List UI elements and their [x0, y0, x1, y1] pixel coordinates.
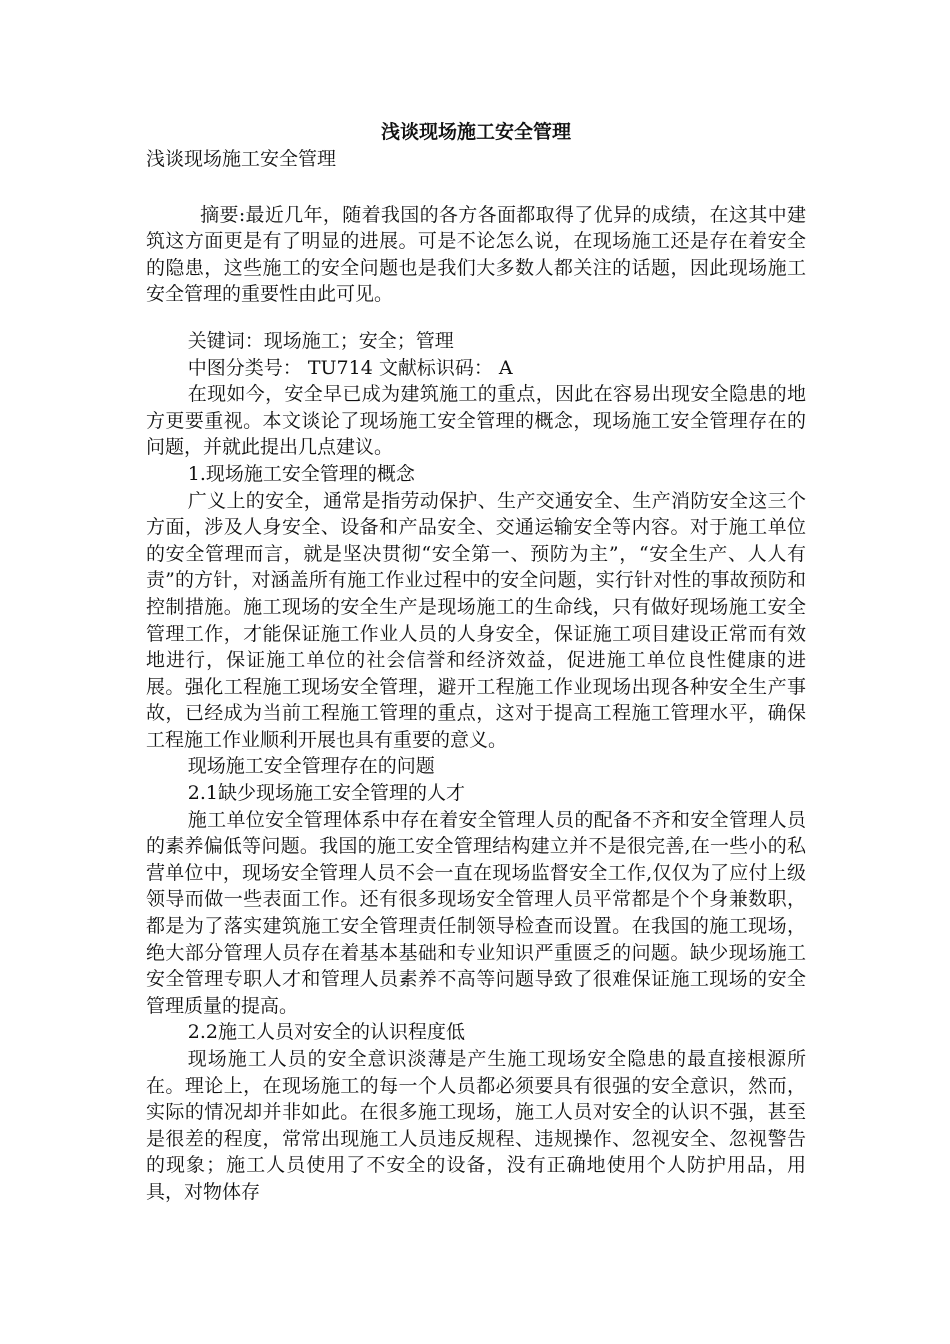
section-2-heading: 现场施工安全管理存在的问题	[187, 755, 435, 778]
section-2-1-body: 施工单位安全管理体系中存在着安全管理人员的配备不齐和安全管理人员的素养偏低等问题。我国的施工安全管理结构建立并不是很完善,在一些小的私营单位中，现场安全管理人员不会一直在现场监督安全工作,仅仅为了应付上级领导而做一些表面工作。还有很多现场安全管理人员平常都是个个身兼数职，都是为了落实建筑施工安全管理责任制领导检查而设置。在我国的施工现场，绝大部分管理人员存在着基本基础和专业知识严重匮乏的问题。缺少现场施工安全管理专职人才和管理人员素养不高等问题导致了很难保证施工现场的安全管理质量的提高。	[146, 808, 806, 1017]
section-1-body: 广义上的安全，通常是指劳动保护、生产交通安全、生产消防安全这三个方面，涉及人身安全、设备和产品安全、交通运输安全等内容。对于施工单位的安全管理而言，就是坚决贯彻“安全第一、预防为主”，“安全生产、人人有责”的方针，对涵盖所有施工作业过程中的安全问题，实行针对性的事故预防和控制措施。施工现场的安全生产是现场施工的生命线，只有做好现场施工安全管理工作，才能保证施工作业人员的人身安全，保证施工项目建设正常而有效地进行，保证施工单位的社会信誉和经济效益，促进施工单位良性健康的进展。强化工程施工现场安全管理，避开工程施工作业现场出现各种安全生产事故，已经成为当前工程施工管理的重点，这对于提高工程施工管理水平，确保工程施工作业顺利开展也具有重要的意义。	[146, 489, 806, 751]
keywords-line: 关键词：现场施工；安全；管理	[187, 329, 454, 352]
section-2-2-heading: 2.2施工人员对安全的认识程度低	[187, 1021, 466, 1044]
paragraph-gap	[146, 308, 806, 328]
document-page	[146, 120, 806, 1206]
section-2-2-body: 现场施工人员的安全意识淡薄是产生施工现场安全隐患的最直接根源所在。理论上，在现场施工的每一个人员都必须要具有很强的安全意识，然而，实际的情况却并非如此。在很多施工现场，施工人员对安全的认识不强，甚至是很差的程度，常常出现施工人员违反规程、违规操作、忽视安全、忽视警告的现象；施工人员使用了不安全的设备，没有正确地使用个人防护用品，用具，对物体存	[146, 1048, 806, 1203]
intro-paragraph: 在现如今，安全早已成为建筑施工的重点，因此在容易出现安全隐患的地方更要重视。本文谈论了现场施工安全管理的概念，现场施工安全管理存在的问题，并就此提出几点建议。	[146, 383, 806, 459]
abstract-paragraph: 摘要:最近几年，随着我国的各方各面都取得了优异的成绩，在这其中建筑这方面更是有了明显的进展。可是不论怎么说，在现场施工还是存在着安全的隐患，这些施工的安全问题也是我们大多数人都关注的话题，因此现场施工安全管理的重要性由此可见。	[146, 203, 806, 306]
section-1-heading: 1.现场施工安全管理的概念	[187, 462, 415, 485]
section-2-1-heading: 2.1缺少现场施工安全管理的人才	[187, 782, 466, 805]
document-subtitle: 浅谈现场施工安全管理	[146, 148, 337, 170]
document-title: 浅谈现场施工安全管理	[380, 121, 571, 143]
classification-line: 中图分类号： TU714 文献标识码： A	[187, 356, 513, 379]
